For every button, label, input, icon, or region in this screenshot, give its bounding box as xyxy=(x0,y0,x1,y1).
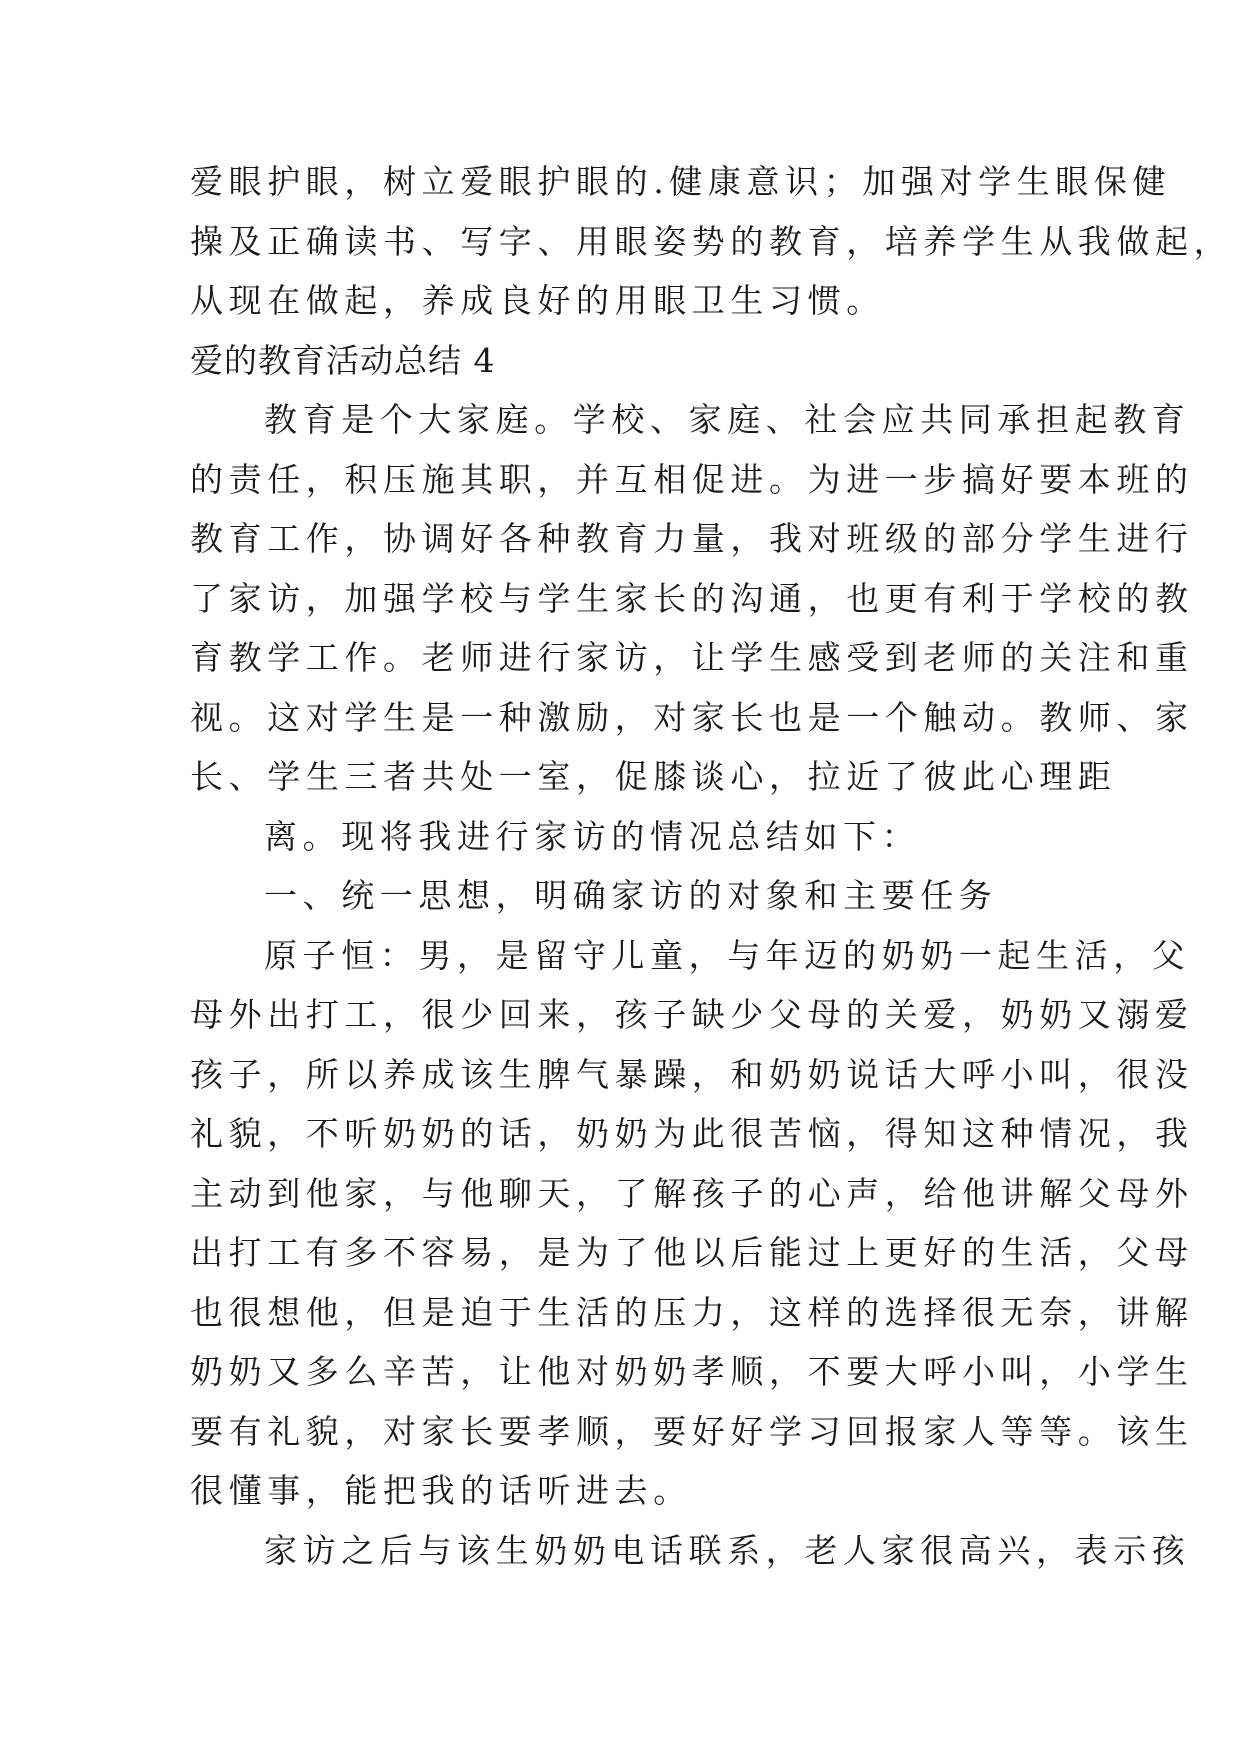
text-line: 孩子，所以养成该生脾气暴躁，和奶奶说话大呼小叫，很没 xyxy=(190,1054,1194,1094)
paragraph-first-line: 离。现将我进行家访的情况总结如下： xyxy=(264,816,921,856)
text-line: 育教学工作。老师进行家访，让学生感受到老师的关注和重 xyxy=(190,638,1194,677)
section-heading: 爱的教育活动总结 4 xyxy=(190,340,496,380)
paragraph-first-line: 家访之后与该生奶奶电话联系，老人家很高兴，表示孩 xyxy=(264,1530,1191,1570)
text-line: 从现在做起，养成良好的用眼卫生习惯。 xyxy=(190,281,885,320)
text-line: 教育工作，协调好各种教育力量，我对班级的部分学生进行 xyxy=(190,519,1194,558)
text-line: 视。这对学生是一种激励，对家长也是一个触动。教师、家 xyxy=(190,697,1194,737)
text-line: 操及正确读书、写字、用眼姿势的教育，培养学生从我做起， xyxy=(190,221,1233,261)
text-line: 了家访，加强学校与学生家长的沟通，也更有利于学校的教 xyxy=(190,578,1194,618)
document-body xyxy=(190,152,1233,1580)
text-line: 出打工有多不容易，是为了他以后能过上更好的生活，父母 xyxy=(190,1233,1194,1272)
text-line: 的责任，积压施其职，并互相促进。为进一步搞好要本班的 xyxy=(190,459,1194,499)
text-line: 奶奶又多么辛苦，让他对奶奶孝顺，不要大呼小叫，小学生 xyxy=(190,1352,1194,1391)
text-line: 也很想他，但是迫于生活的压力，这样的选择很无奈，讲解 xyxy=(190,1292,1194,1332)
paragraph-first-line: 教育是个大家庭。学校、家庭、社会应共同承担起教育 xyxy=(264,400,1191,439)
text-line: 很懂事，能把我的话听进去。 xyxy=(190,1471,692,1510)
text-line: 主动到他家，与他聊天，了解孩子的心声，给他讲解父母外 xyxy=(190,1173,1194,1213)
text-line: 长、学生三者共处一室，促膝谈心，拉近了彼此心理距 xyxy=(190,757,1117,796)
paragraph-first-line: 原子恒：男，是留守儿童，与年迈的奶奶一起生活，父 xyxy=(264,935,1191,975)
text-line: 爱眼护眼，树立爱眼护眼的.健康意识；加强对学生眼保健 xyxy=(190,162,1172,201)
text-line: 母外出打工，很少回来，孩子缺少父母的关爱，奶奶又溺爱 xyxy=(190,995,1194,1034)
text-line: 礼貌，不听奶奶的话，奶奶为此很苦恼，得知这种情况，我 xyxy=(190,1114,1194,1153)
text-line: 要有礼貌，对家长要孝顺，要好好学习回报家人等等。该生 xyxy=(190,1411,1194,1451)
subheading: 一、统一思想，明确家访的对象和主要任务 xyxy=(264,876,998,915)
